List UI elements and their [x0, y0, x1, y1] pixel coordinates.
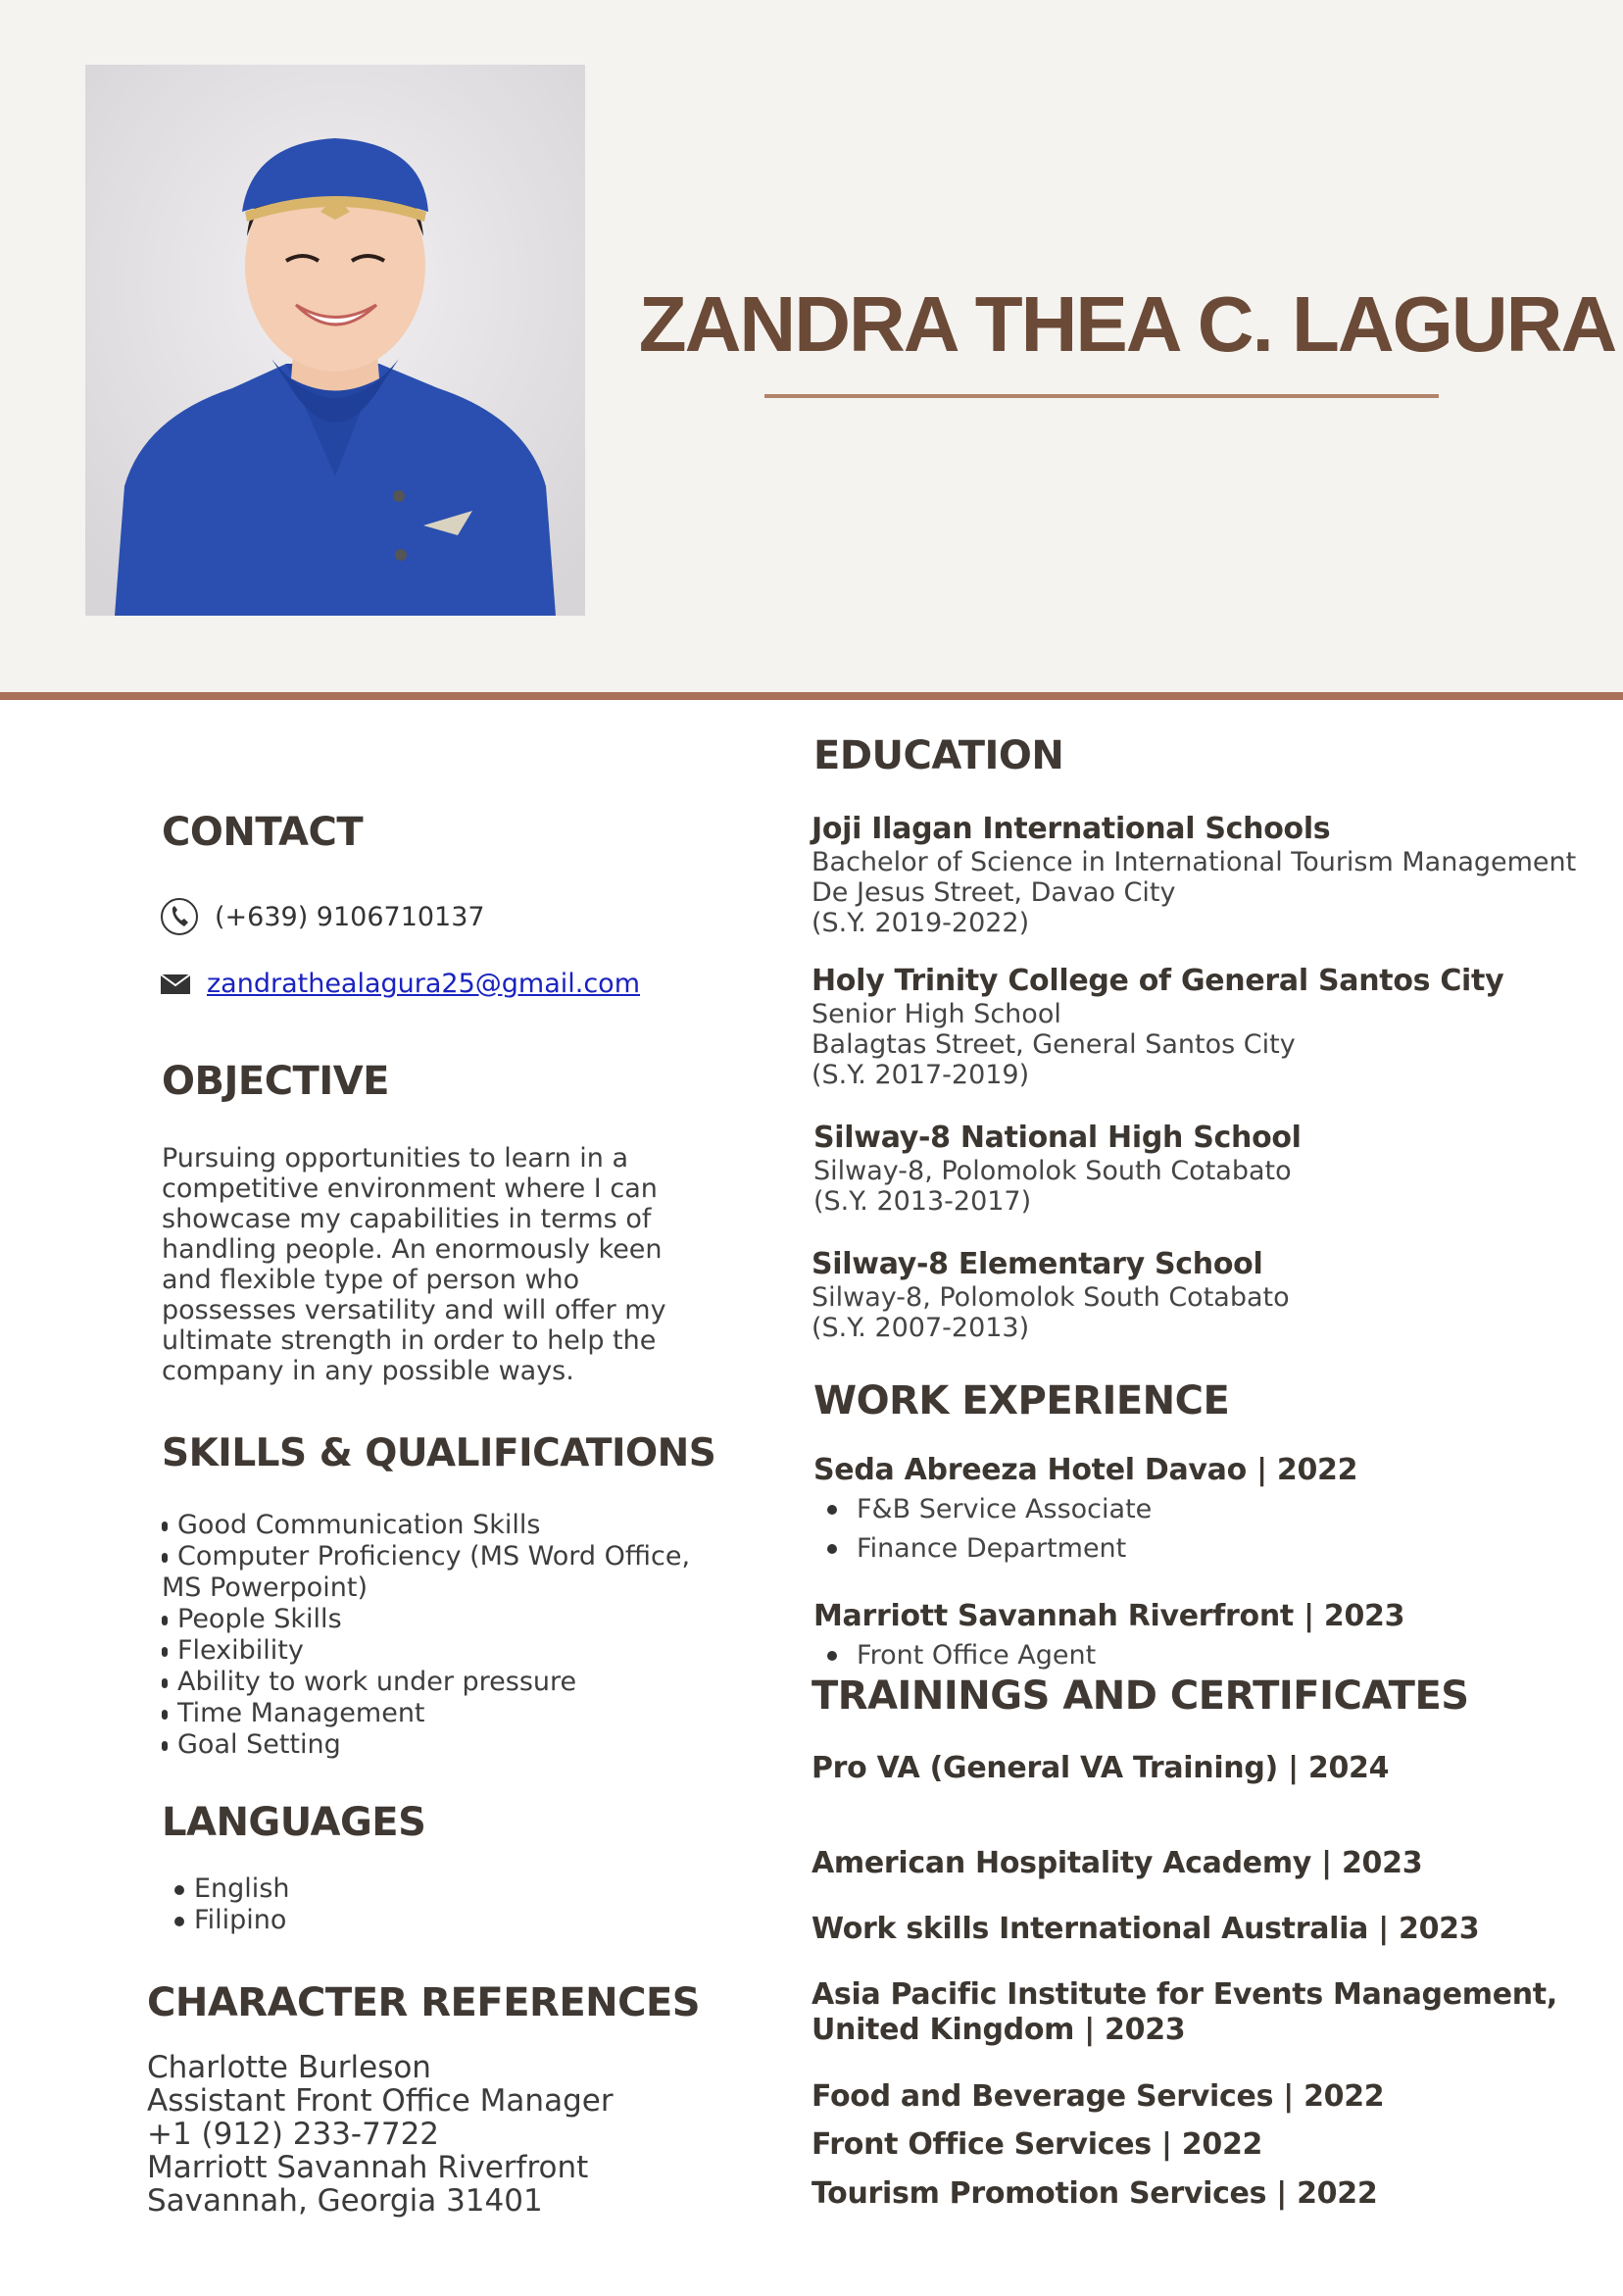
reference-name: Charlotte Burleson: [147, 2050, 431, 2085]
education-entry: [812, 964, 1503, 1090]
list-item: Flexibility: [162, 1635, 690, 1667]
objective-line: handling people. An enormously keen: [162, 1234, 663, 1265]
objective-line: company in any possible ways.: [162, 1356, 574, 1386]
education-line: Senior High School: [812, 999, 1061, 1029]
list-item: Filipino: [174, 1905, 290, 1936]
education-entry: [812, 1247, 1290, 1343]
job-detail: Finance Department: [827, 1533, 1126, 1564]
email-link[interactable]: zandrathealagura25@gmail.com: [207, 969, 641, 999]
list-item: Good Communication Skills: [162, 1510, 690, 1541]
education-line: Silway-8, Polomolok South Cotabato: [813, 1156, 1292, 1186]
reference-company: Marriott Savannah Riverfront: [147, 2150, 589, 2185]
education-line: Balagtas Street, General Santos City: [812, 1029, 1296, 1060]
list-item: Ability to work under pressure: [162, 1667, 690, 1698]
work-heading: WORK EXPERIENCE: [813, 1378, 1230, 1423]
contact-heading: CONTACT: [162, 810, 364, 855]
objective-line: Pursuing opportunities to learn in a: [162, 1143, 629, 1173]
reference-title: Assistant Front Office Manager: [147, 2083, 614, 2119]
header-divider: [0, 692, 1623, 700]
objective-text: [162, 1143, 666, 1386]
profile-photo: [85, 65, 585, 616]
contact-email: [160, 969, 640, 999]
education-line: (S.Y. 2013-2017): [813, 1186, 1032, 1217]
education-line: De Jesus Street, Davao City: [812, 877, 1176, 908]
certificate-item: Work skills International Australia | 2023: [812, 1912, 1480, 1946]
certificate-item: Asia Pacific Institute for Events Management,: [812, 1977, 1557, 2012]
skills-list: [162, 1510, 690, 1761]
list-item: People Skills: [162, 1604, 690, 1635]
school-name: Silway-8 Elementary School: [812, 1247, 1263, 1281]
objective-line: and flexible type of person who: [162, 1265, 580, 1295]
envelope-icon: [160, 973, 191, 996]
references-heading: CHARACTER REFERENCES: [147, 1980, 701, 2025]
certificate-item: Front Office Services | 2022: [812, 2127, 1263, 2162]
education-entry: [812, 812, 1576, 938]
objective-heading: OBJECTIVE: [162, 1059, 390, 1104]
certificate-item: United Kingdom | 2023: [812, 2013, 1186, 2047]
certificate-item: Food and Beverage Services | 2022: [812, 2079, 1385, 2114]
certificate-item: Tourism Promotion Services | 2022: [812, 2176, 1378, 2211]
certificate-item: American Hospitality Academy | 2023: [812, 1846, 1423, 1880]
education-line: (S.Y. 2019-2022): [812, 908, 1030, 938]
reference-address: Savannah, Georgia 31401: [147, 2183, 543, 2219]
school-name: Holy Trinity College of General Santos City: [812, 964, 1504, 998]
job-detail: F&B Service Associate: [827, 1494, 1152, 1524]
objective-line: showcase my capabilities in terms of: [162, 1204, 652, 1234]
objective-line: ultimate strength in order to help the: [162, 1325, 657, 1356]
reference-phone: +1 (912) 233-7722: [147, 2117, 440, 2152]
education-heading: EDUCATION: [813, 733, 1064, 778]
trainings-heading: TRAININGS AND CERTIFICATES: [812, 1673, 1469, 1719]
skills-heading: SKILLS & QUALIFICATIONS: [162, 1431, 716, 1475]
education-line: Bachelor of Science in International Tourism Management: [812, 847, 1577, 877]
job-title: Marriott Savannah Riverfront | 2023: [813, 1599, 1405, 1633]
job-title: Seda Abreeza Hotel Davao | 2022: [813, 1453, 1358, 1487]
languages-list: [174, 1873, 290, 1936]
school-name: Silway-8 National High School: [813, 1121, 1302, 1155]
list-item: MS Powerpoint): [162, 1572, 369, 1603]
list-item: Time Management: [162, 1698, 690, 1729]
languages-heading: LANGUAGES: [162, 1800, 426, 1845]
phone-number: (+639) 9106710137: [215, 901, 485, 932]
objective-line: competitive environment where I can: [162, 1173, 658, 1204]
contact-phone: [160, 897, 485, 936]
education-line: (S.Y. 2017-2019): [812, 1060, 1030, 1090]
school-name: Joji Ilagan International Schools: [812, 812, 1331, 846]
education-line: Silway-8, Polomolok South Cotabato: [812, 1282, 1290, 1313]
phone-icon: [160, 897, 199, 936]
candidate-name: ZANDRA THEA C. LAGURA: [638, 280, 1616, 368]
list-item: English: [174, 1873, 290, 1905]
education-entry: [813, 1121, 1302, 1217]
education-line: (S.Y. 2007-2013): [812, 1313, 1030, 1343]
certificate-item: Pro VA (General VA Training) | 2024: [812, 1751, 1390, 1785]
job-detail: Front Office Agent: [827, 1640, 1096, 1671]
list-item: Goal Setting: [162, 1729, 690, 1761]
reference-card: [147, 2051, 614, 2218]
objective-line: possesses versatility and will offer my: [162, 1295, 666, 1325]
name-underline: [764, 394, 1439, 398]
list-item: Computer Proficiency (MS Word Office,: [162, 1541, 690, 1572]
